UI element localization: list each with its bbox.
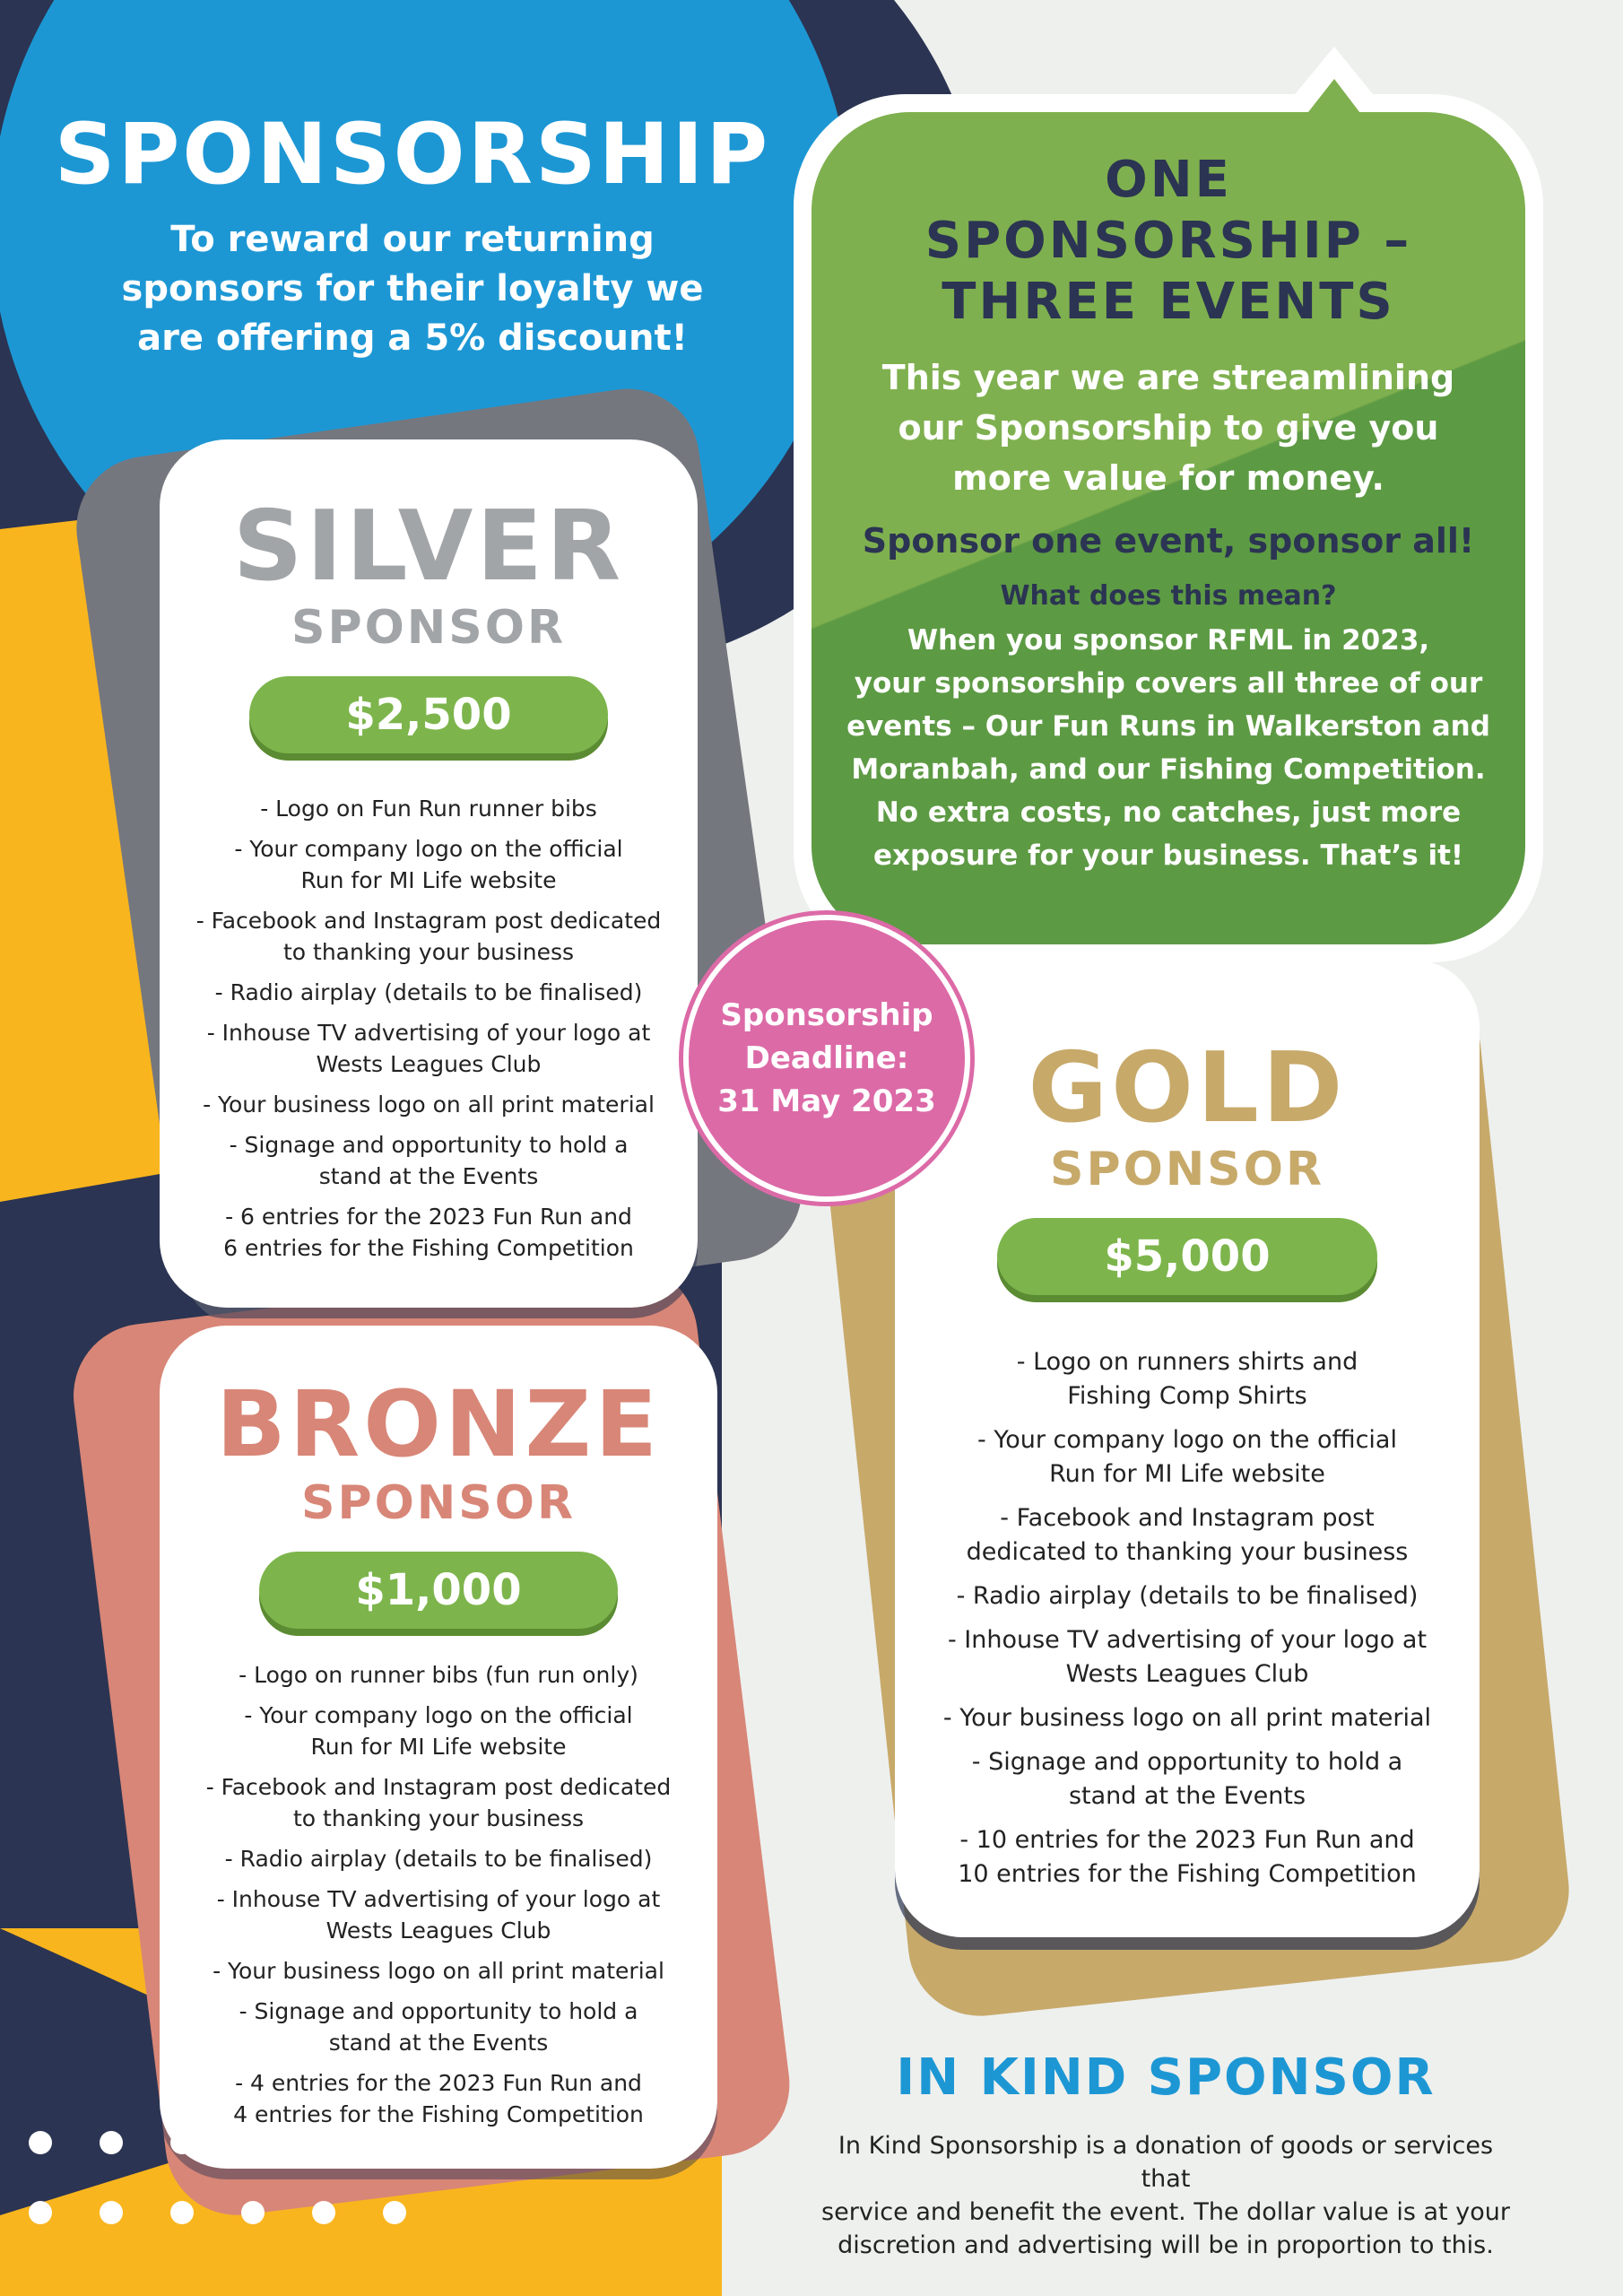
benefit-item: - Facebook and Instagram post dedicated to thanking your business bbox=[205, 1774, 672, 1831]
tier-name: SILVER bbox=[232, 491, 625, 603]
bronze-sponsor-card bbox=[160, 1326, 717, 2169]
promo-question: What does this mean? bbox=[1000, 580, 1337, 612]
silver-sponsor-card bbox=[160, 439, 698, 1308]
benefit-item: - 6 entries for the 2023 Fun Run and 6 entries for the Fishing Competition bbox=[223, 1204, 634, 1261]
inkind-description: In Kind Sponsorship is a donation of goods or services that service and benefit the event. The dollar value is at your discretion and advertising will be in proportion to this. bbox=[821, 2132, 1510, 2259]
benefit-item: - Facebook and Instagram post dedicated to thanking your business bbox=[195, 908, 662, 965]
benefits-list bbox=[895, 1345, 1480, 1892]
benefits-list bbox=[160, 1659, 717, 2130]
benefit-item: - 10 entries for the 2023 Fun Run and 10 entries for the Fishing Competition bbox=[958, 1826, 1417, 1888]
promo-title: ONE SPONSORSHIP – THREE EVENTS bbox=[924, 151, 1412, 331]
promo-tagline: Sponsor one event, sponsor all! bbox=[862, 521, 1475, 561]
price-badge: $5,000 bbox=[997, 1218, 1377, 1295]
benefit-item: - Logo on runners shirts and Fishing Comp Shirts bbox=[1016, 1348, 1358, 1410]
benefit-item: - Your company logo on the official Run for MI Life website bbox=[234, 836, 623, 893]
price-badge: $2,500 bbox=[249, 676, 608, 753]
promo-bubble bbox=[812, 112, 1525, 944]
benefit-item: - Inhouse TV advertising of your logo at Wests Leagues Club bbox=[206, 1020, 651, 1077]
benefits-list bbox=[160, 793, 698, 1264]
benefit-item: - Logo on Fun Run runner bibs bbox=[260, 796, 597, 822]
benefit-item: - Radio airplay (details to be finalised) bbox=[214, 979, 643, 1005]
benefit-item: - Inhouse TV advertising of your logo at Wests Leagues Club bbox=[216, 1886, 661, 1944]
promo-intro: This year we are streamlining our Sponsorship to give you more value for money. bbox=[881, 358, 1455, 498]
benefit-item: - Signage and opportunity to hold a stand at the Events bbox=[229, 1132, 629, 1189]
benefit-item: - 4 entries for the 2023 Fun Run and 4 entries for the Fishing Competition bbox=[233, 2070, 644, 2127]
tier-subtitle: SPONSOR bbox=[301, 1476, 576, 1530]
tier-subtitle: SPONSOR bbox=[1050, 1143, 1324, 1196]
tier-subtitle: SPONSOR bbox=[291, 601, 566, 655]
discount-subtitle: To reward our returning sponsors for their loyalty we are offering a 5% discount! bbox=[121, 219, 704, 359]
deadline-badge: Sponsorship Deadline: 31 May 2023 bbox=[683, 915, 970, 1202]
benefit-item: - Signage and opportunity to hold a stand at the Events bbox=[971, 1748, 1403, 1810]
benefit-item: - Radio airplay (details to be finalised) bbox=[224, 1846, 653, 1872]
promo-body: When you sponsor RFML in 2023, your sponsorship covers all three of our events – Our Fun Runs in Walkerston and Moranbah, and our Fishing Competition. No extra costs, no catches, just more exposure for your business. That’s it! bbox=[846, 624, 1490, 872]
benefit-item: - Your business logo on all print material bbox=[942, 1704, 1432, 1732]
benefit-item: - Radio airplay (details to be finalised) bbox=[956, 1582, 1419, 1610]
page-title: SPONSORSHIP bbox=[54, 106, 771, 204]
benefit-item: - Signage and opportunity to hold a stand at the Events bbox=[239, 1998, 638, 2056]
benefit-item: - Logo on runner bibs (fun run only) bbox=[239, 1662, 638, 1688]
inkind-title: IN KIND SPONSOR bbox=[896, 2048, 1436, 2107]
benefit-item: - Your business logo on all print material bbox=[203, 1091, 655, 1118]
tier-name: BRONZE bbox=[216, 1371, 661, 1478]
tier-name: GOLD bbox=[1028, 1032, 1347, 1144]
price-badge: $1,000 bbox=[259, 1552, 618, 1629]
benefit-item: - Your company logo on the official Run for MI Life website bbox=[977, 1426, 1397, 1488]
benefit-item: - Facebook and Instagram post dedicated to thanking your business bbox=[966, 1504, 1409, 1566]
benefit-item: - Inhouse TV advertising of your logo at Wests Leagues Club bbox=[947, 1626, 1428, 1688]
benefit-item: - Your business logo on all print material bbox=[213, 1958, 664, 1984]
gold-sponsor-card bbox=[895, 960, 1480, 1937]
benefit-item: - Your company logo on the official Run for MI Life website bbox=[244, 1702, 633, 1760]
